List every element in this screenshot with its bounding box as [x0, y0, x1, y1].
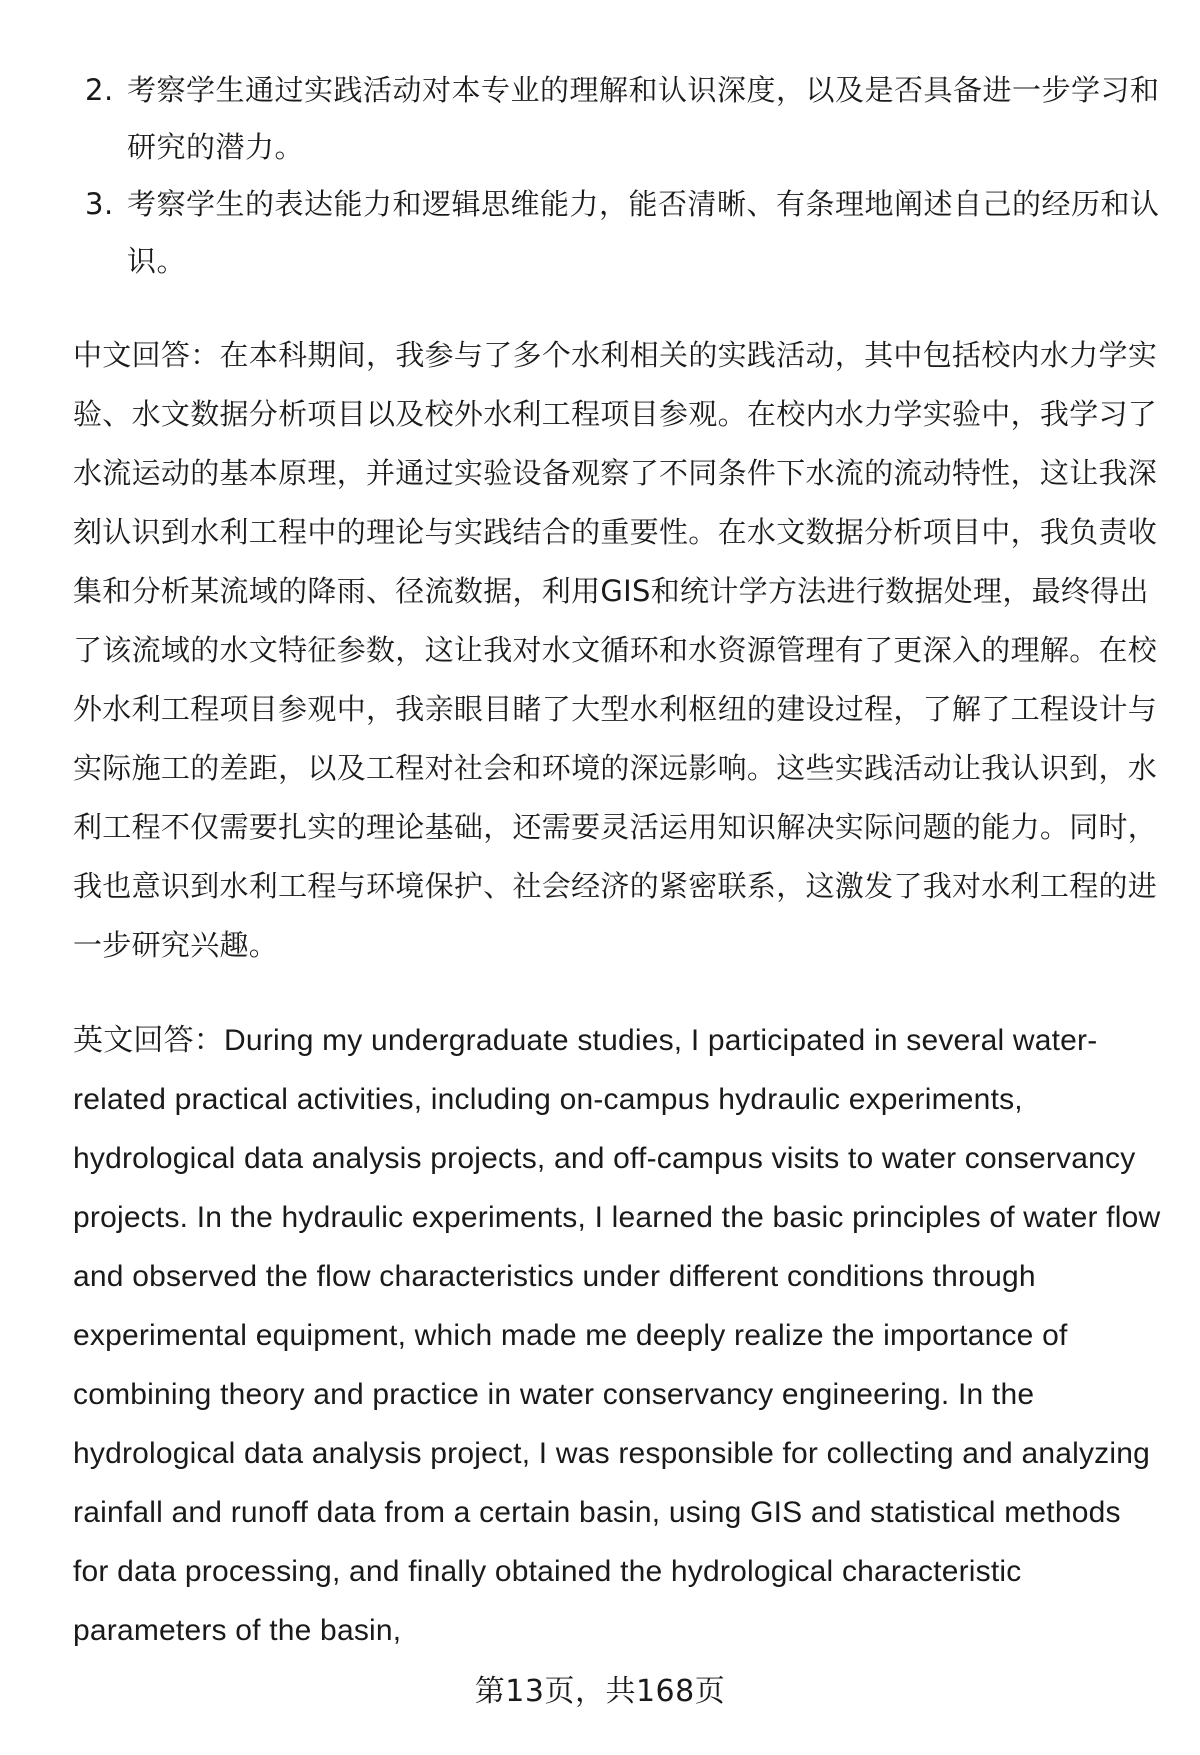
- list-item-text: 考察学生的表达能力和逻辑思维能力，能否清晰、有条理地阐述自己的经历和认识。: [127, 187, 1160, 278]
- list-item-number: 2.: [85, 73, 114, 107]
- list-item: [73, 62, 1163, 176]
- document-page: [73, 62, 1163, 1660]
- chinese-answer-text: 在本科期间，我参与了多个水利相关的实践活动，其中包括校内水力学实验、水文数据分析项目以及校外水利工程项目参观。在校内水力学实验中，我学习了水流运动的基本原理，并通过实验设备观察了不同条件下水流的流动特性，这让我深刻认识到水利工程中的理论与实践结合的重要性。在水文数据分析项目中，我负责收集和分析某流域的降雨、径流数据，利用GIS和统计学方法进行数据处理，最终得出了该流域的水文特征参数，这让我对水文循环和水资源管理有了更深入的理解。在校外水利工程项目参观中，我亲眼目睹了大型水利枢纽的建设过程，了解了工程设计与实际施工的差距，以及工程对社会和环境的深远影响。这些实践活动让我认识到，水利工程不仅需要扎实的理论基础，还需要灵活运用知识解决实际问题的能力。同时，我也意识到水利工程与环境保护、社会经济的紧密联系，这激发了我对水利工程的进一步研究兴趣。: [73, 338, 1158, 962]
- english-answer-text: During my undergraduate studies, I participated in several water-related practical activities, including on-campus hydraulic experiments, hydrological data analysis projects, and off-campus visits to water conservancy projects. In the hydraulic experiments, I learned the basic principles of water flow and observed the flow characteristics under different conditions through experimental equipment, which made me deeply realize the importance of combining theory and practice in water conservancy engineering. In the hydrological data analysis project, I was responsible for collecting and analyzing rainfall and runoff data from a certain basin, using GIS and statistical methods for data processing, and finally obtained the hydrological characteristic parameters of the basin,: [73, 1024, 1161, 1647]
- chinese-answer-label: 中文回答：: [73, 338, 220, 372]
- list-item: [73, 176, 1163, 290]
- list-item-number: 3.: [85, 187, 114, 221]
- list-item-text: 考察学生通过实践活动对本专业的理解和认识深度，以及是否具备进一步学习和研究的潜力。: [127, 73, 1160, 164]
- chinese-answer-paragraph: [73, 326, 1163, 975]
- english-answer-label: 英文回答：: [73, 1024, 224, 1057]
- page-indicator: 第13页，共168页: [474, 1674, 726, 1709]
- english-answer-paragraph: [73, 1011, 1163, 1660]
